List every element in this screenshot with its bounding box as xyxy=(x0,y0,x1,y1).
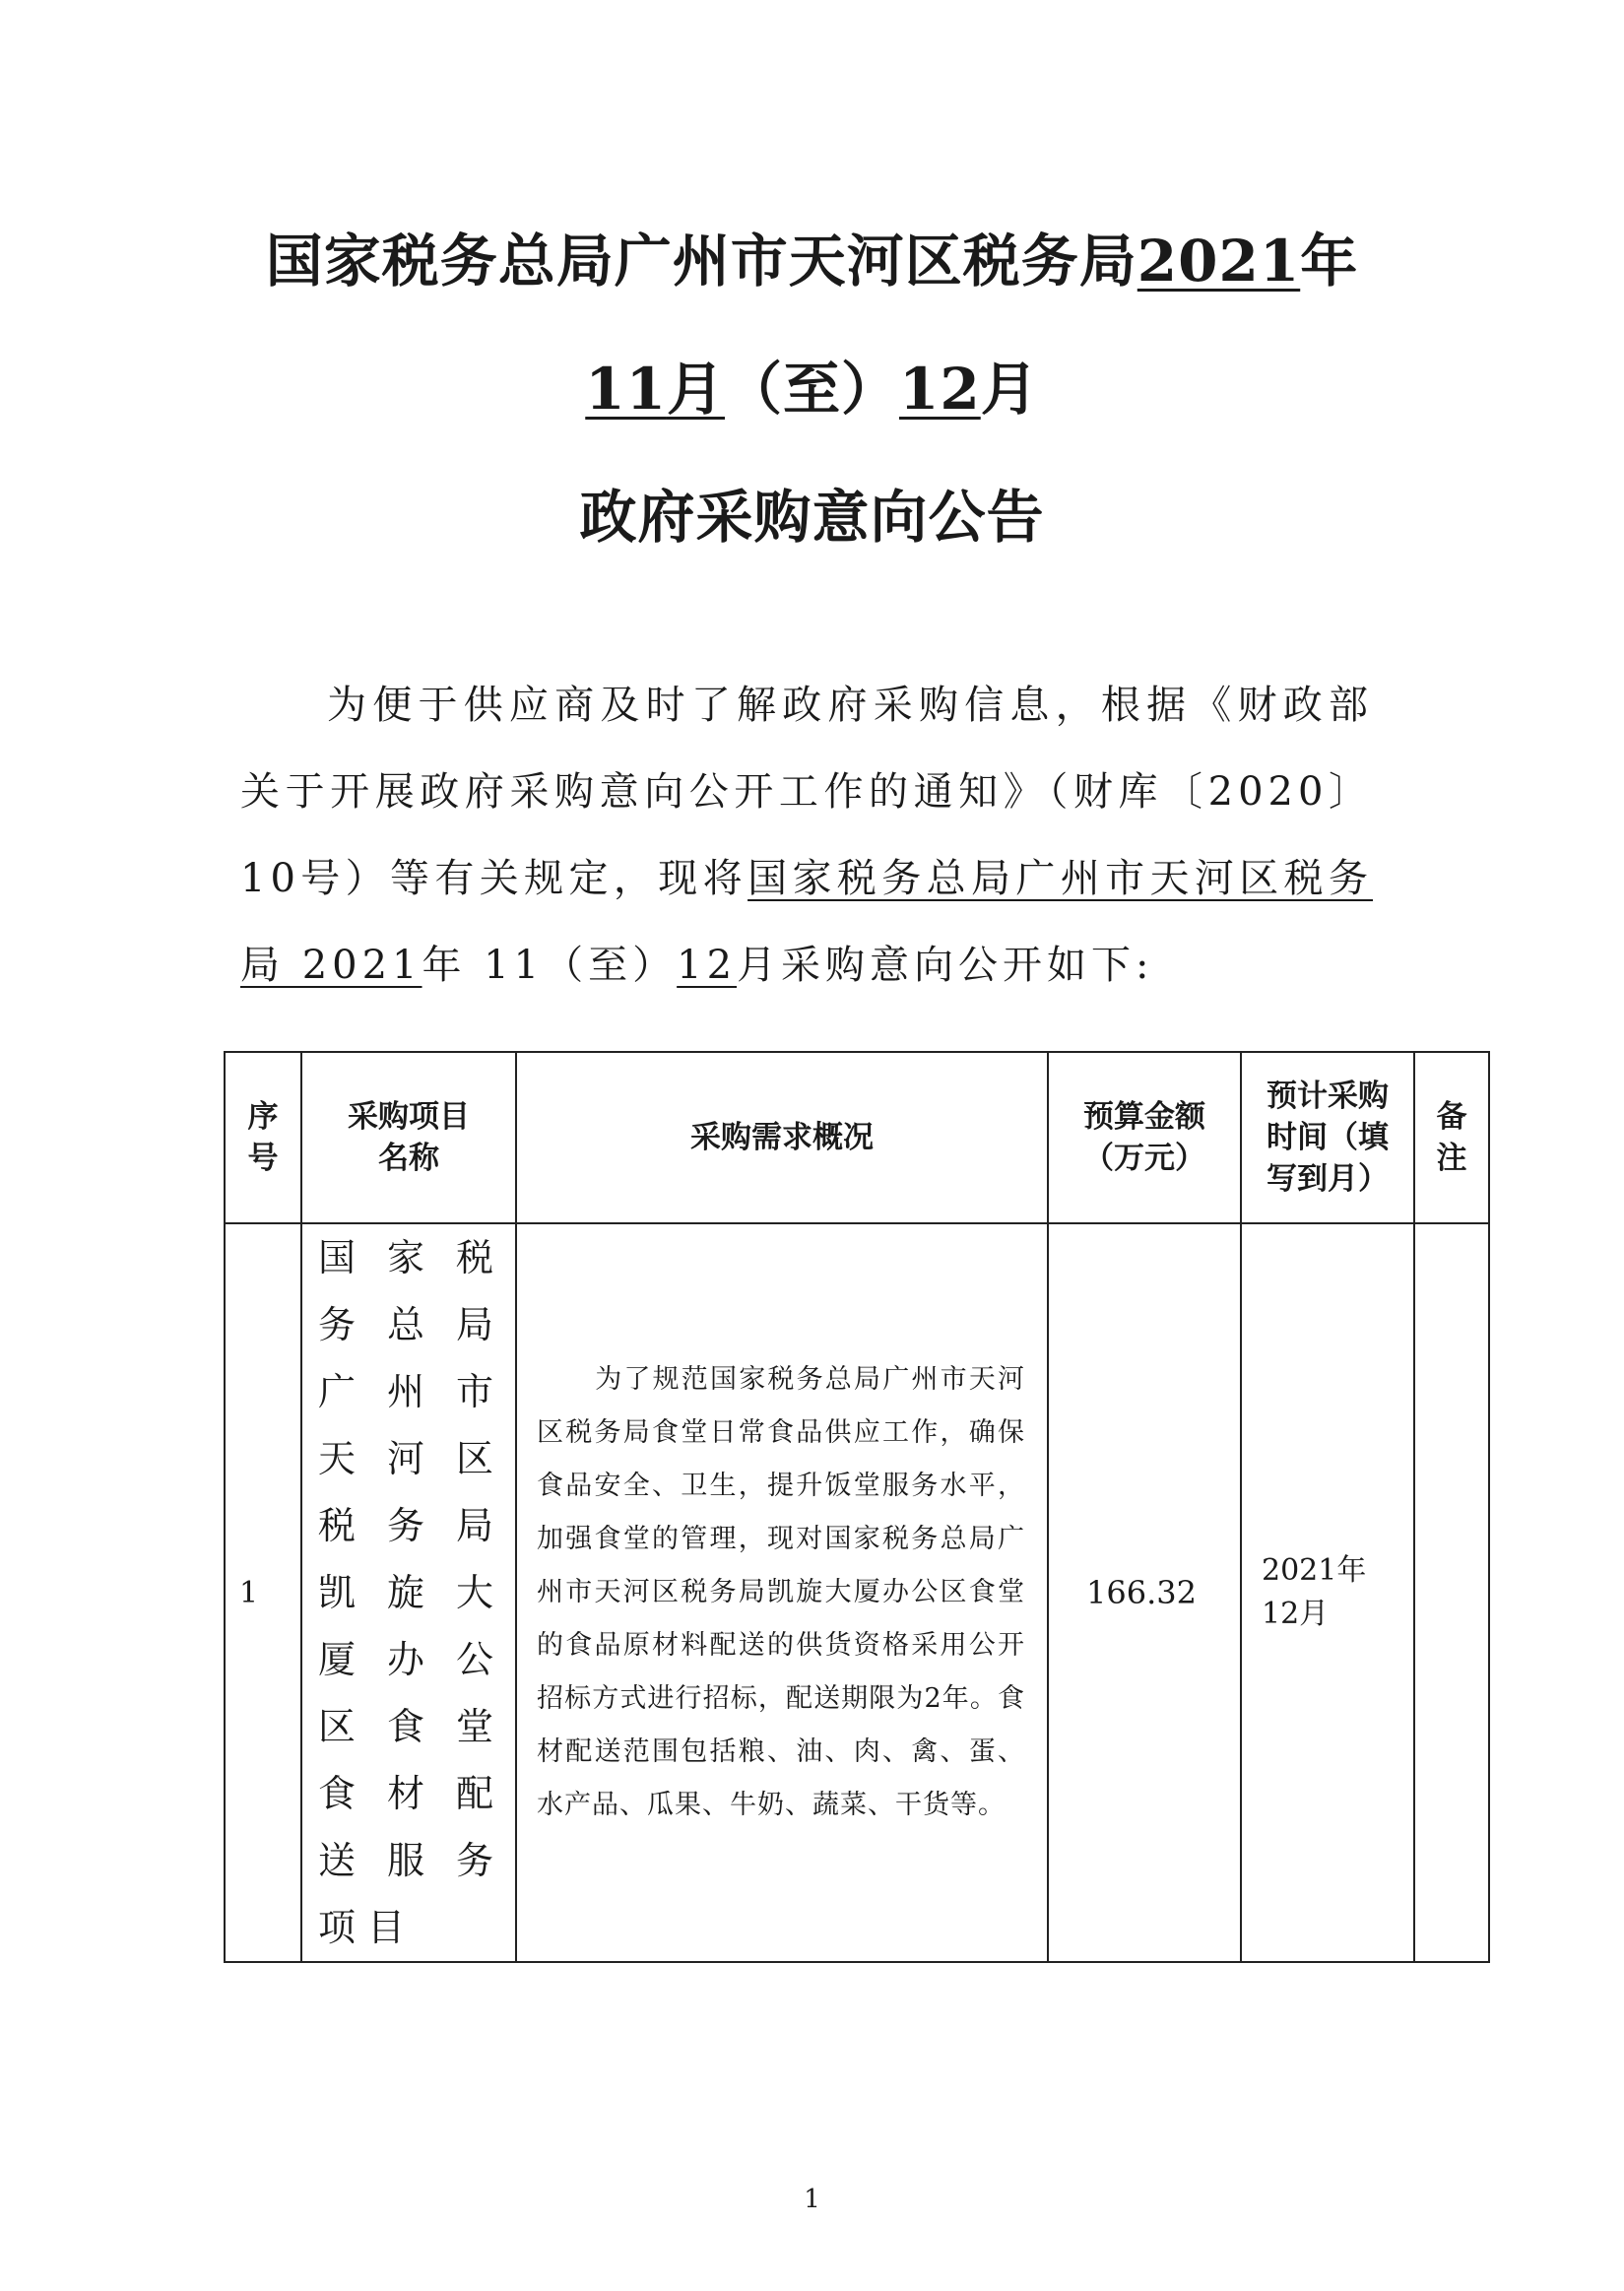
title-month-start: 11月 xyxy=(585,356,725,423)
title-year: 2021 xyxy=(1137,228,1301,295)
title-line-2: 11月（至）12月 xyxy=(585,356,1039,423)
title-line-1: 国家税务总局广州市天河区税务局2021年 xyxy=(265,228,1359,295)
cell-desc: 为了规范国家税务总局广州市天河区税务局食堂日常食品供应工作，确保食品安全、卫生，提升饭堂服务水平，加强食堂的管理，现对国家税务总局广州市天河区税务局凯旋大厦办公区食堂的食品原材料配送的供货资格采用公开招标方式进行招标，配送期限为2年。食材配送范围包括粮、油、肉、禽、蛋、水产品、瓜果、牛奶、蔬菜、干货等。 xyxy=(516,1223,1048,1962)
intro-underlined-org: 国家税务总局广州市天河区税务局 2021 xyxy=(240,856,1374,988)
header-budget: 预算金额（万元） xyxy=(1048,1052,1241,1223)
title-month-end: 12 xyxy=(899,356,981,423)
header-remark: 备注 xyxy=(1414,1052,1489,1223)
page-number: 1 xyxy=(804,2185,820,2214)
title-line-3: 政府采购意向公告 xyxy=(579,484,1045,551)
procurement-table xyxy=(224,1051,1490,1963)
cell-name: 国家税务总局广州市天河区税务局凯旋大厦办公区食堂食材配送服务项目 xyxy=(301,1223,516,1962)
cell-budget: 166.32 xyxy=(1048,1223,1241,1962)
table-header-row xyxy=(225,1052,1489,1223)
cell-remark xyxy=(1414,1223,1489,1962)
header-time: 预计采购时间（填写到月） xyxy=(1241,1052,1414,1223)
header-desc: 采购需求概况 xyxy=(516,1052,1048,1223)
intro-underlined-month: 12 xyxy=(677,943,738,988)
cell-no: 1 xyxy=(225,1223,301,1962)
table-row xyxy=(225,1223,1489,1962)
cell-time: 2021年12月 xyxy=(1241,1223,1414,1962)
header-name: 采购项目名称 xyxy=(301,1052,516,1223)
header-no: 序号 xyxy=(225,1052,301,1223)
intro-paragraph: 为便于供应商及时了解政府采购信息，根据《财政部关于开展政府采购意向公开工作的通知》（财库〔2020〕10号）等有关规定，现将国家税务总局广州市天河区税务局 2021年 11（至）12月采购意向公开如下: xyxy=(240,683,1374,988)
